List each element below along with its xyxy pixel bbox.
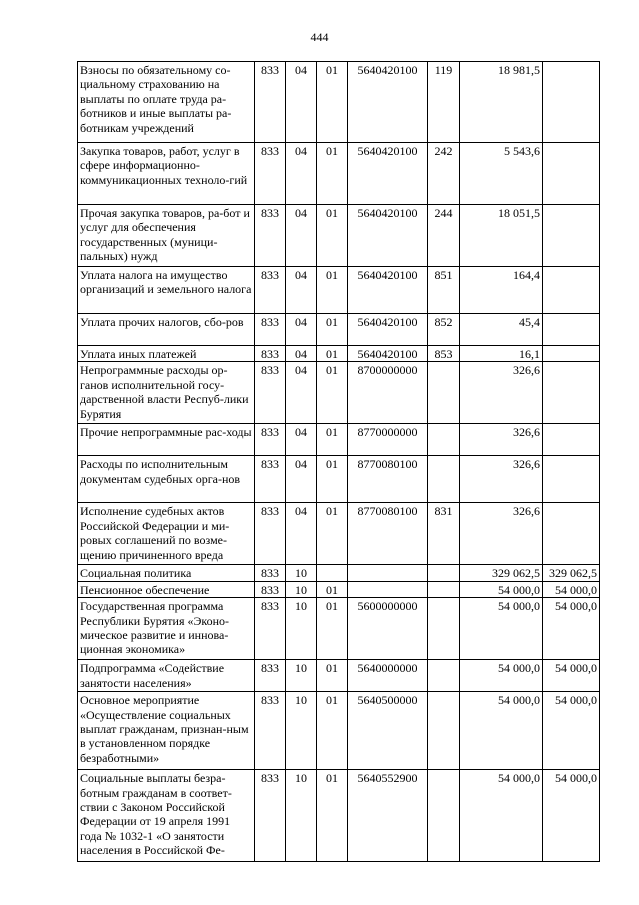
subsection-code-cell: [317, 565, 348, 581]
target-article-cell: 5640420100: [348, 267, 428, 314]
subsection-code-cell: 01: [317, 503, 348, 565]
item-name-cell: Подпрограмма «Содействие занятости населения»: [78, 660, 255, 692]
item-name-cell: Государственная программа Республики Бурятия «Эконо-мическое развитие и иннова-ционная экономика»: [78, 598, 255, 660]
amount-cell: 54 000,0: [460, 692, 543, 770]
expense-type-cell: [428, 660, 460, 692]
grbs-code-cell: 833: [255, 424, 286, 456]
section-code-cell: 10: [286, 692, 317, 770]
subsection-code-cell: 01: [317, 362, 348, 424]
budget-table: [77, 61, 600, 862]
amount-secondary-cell: [543, 346, 600, 362]
item-name-cell: Прочая закупка товаров, ра-бот и услуг для обеспечения государственных (муници-пальных) нужд: [78, 205, 255, 267]
amount-secondary-cell: 54 000,0: [543, 598, 600, 660]
amount-secondary-cell: [543, 503, 600, 565]
amount-cell: 54 000,0: [460, 581, 543, 597]
expense-type-cell: [428, 770, 460, 862]
grbs-code-cell: 833: [255, 267, 286, 314]
amount-secondary-cell: 329 062,5: [543, 565, 600, 581]
subsection-code-cell: 01: [317, 456, 348, 503]
subsection-code-cell: 01: [317, 143, 348, 205]
item-name-cell: Непрограммные расходы ор-ганов исполнительной госу-дарственной власти Респуб-лики Бурятия: [78, 362, 255, 424]
target-article-cell: [348, 581, 428, 597]
item-name-cell: Уплата налога на имущество организаций и земельного налога: [78, 267, 255, 314]
grbs-code-cell: 833: [255, 598, 286, 660]
grbs-code-cell: 833: [255, 503, 286, 565]
target-article-cell: 5640420100: [348, 346, 428, 362]
table-row: [78, 362, 600, 424]
subsection-code-cell: 01: [317, 424, 348, 456]
target-article-cell: 5640420100: [348, 143, 428, 205]
item-name-cell: Расходы по исполнительным документам судебных орга-нов: [78, 456, 255, 503]
amount-secondary-cell: 54 000,0: [543, 770, 600, 862]
amount-secondary-cell: [543, 362, 600, 424]
table-row: [78, 660, 600, 692]
subsection-code-cell: 01: [317, 314, 348, 346]
target-article-cell: 5640000000: [348, 660, 428, 692]
amount-cell: 54 000,0: [460, 770, 543, 862]
subsection-code-cell: 01: [317, 267, 348, 314]
table-row: [78, 62, 600, 143]
amount-cell: 329 062,5: [460, 565, 543, 581]
amount-cell: 54 000,0: [460, 660, 543, 692]
grbs-code-cell: 833: [255, 565, 286, 581]
grbs-code-cell: 833: [255, 770, 286, 862]
table-row: [78, 565, 600, 581]
expense-type-cell: 852: [428, 314, 460, 346]
target-article-cell: 8770080100: [348, 456, 428, 503]
section-code-cell: 10: [286, 770, 317, 862]
expense-type-cell: [428, 598, 460, 660]
table-row: [78, 598, 600, 660]
expense-type-cell: [428, 565, 460, 581]
expense-type-cell: 242: [428, 143, 460, 205]
expense-type-cell: [428, 692, 460, 770]
subsection-code-cell: 01: [317, 581, 348, 597]
table-row: [78, 314, 600, 346]
table-row: [78, 424, 600, 456]
amount-cell: 326,6: [460, 362, 543, 424]
amount-cell: 18 051,5: [460, 205, 543, 267]
section-code-cell: 04: [286, 503, 317, 565]
amount-secondary-cell: 54 000,0: [543, 660, 600, 692]
subsection-code-cell: 01: [317, 770, 348, 862]
section-code-cell: 04: [286, 346, 317, 362]
table-row: [78, 205, 600, 267]
section-code-cell: 04: [286, 314, 317, 346]
target-article-cell: [348, 565, 428, 581]
section-code-cell: 10: [286, 581, 317, 597]
table-row: [78, 143, 600, 205]
target-article-cell: 5640420100: [348, 314, 428, 346]
expense-type-cell: 831: [428, 503, 460, 565]
item-name-cell: Исполнение судебных актов Российской Федерации и ми-ровых соглашений по возме-щению причиненного вреда: [78, 503, 255, 565]
amount-cell: 5 543,6: [460, 143, 543, 205]
subsection-code-cell: 01: [317, 346, 348, 362]
section-code-cell: 10: [286, 660, 317, 692]
section-code-cell: 10: [286, 598, 317, 660]
section-code-cell: 04: [286, 205, 317, 267]
amount-cell: 45,4: [460, 314, 543, 346]
grbs-code-cell: 833: [255, 314, 286, 346]
grbs-code-cell: 833: [255, 456, 286, 503]
page-number: 444: [310, 30, 329, 44]
amount-cell: 326,6: [460, 424, 543, 456]
section-code-cell: 04: [286, 362, 317, 424]
item-name-cell: Уплата иных платежей: [78, 346, 255, 362]
table-row: [78, 770, 600, 862]
table-row: [78, 267, 600, 314]
expense-type-cell: [428, 424, 460, 456]
amount-secondary-cell: [543, 314, 600, 346]
item-name-cell: Взносы по обязательному со-циальному страхованию на выплаты по оплате труда ра-ботников и иные выплаты ра-ботникам учреждений: [78, 62, 255, 143]
item-name-cell: Прочие непрограммные рас-ходы: [78, 424, 255, 456]
table-row: [78, 503, 600, 565]
amount-secondary-cell: [543, 62, 600, 143]
amount-secondary-cell: [543, 143, 600, 205]
section-code-cell: 04: [286, 143, 317, 205]
amount-secondary-cell: 54 000,0: [543, 581, 600, 597]
amount-cell: 54 000,0: [460, 598, 543, 660]
grbs-code-cell: 833: [255, 346, 286, 362]
subsection-code-cell: 01: [317, 692, 348, 770]
expense-type-cell: 853: [428, 346, 460, 362]
amount-cell: 16,1: [460, 346, 543, 362]
item-name-cell: Пенсионное обеспечение: [78, 581, 255, 597]
target-article-cell: 8700000000: [348, 362, 428, 424]
target-article-cell: 5640500000: [348, 692, 428, 770]
subsection-code-cell: 01: [317, 205, 348, 267]
subsection-code-cell: 01: [317, 660, 348, 692]
amount-cell: 164,4: [460, 267, 543, 314]
section-code-cell: 04: [286, 456, 317, 503]
grbs-code-cell: 833: [255, 143, 286, 205]
amount-secondary-cell: [543, 456, 600, 503]
grbs-code-cell: 833: [255, 692, 286, 770]
section-code-cell: 04: [286, 424, 317, 456]
amount-cell: 326,6: [460, 456, 543, 503]
table-row: [78, 581, 600, 597]
item-name-cell: Социальная политика: [78, 565, 255, 581]
item-name-cell: Социальные выплаты безра-ботным гражданам в соответ-ствии с Законом Российской Федерации от 19 апреля 1991 года № 1032-1 «О занятости населения в Российской Фе-: [78, 770, 255, 862]
amount-secondary-cell: 54 000,0: [543, 692, 600, 770]
grbs-code-cell: 833: [255, 62, 286, 143]
amount-secondary-cell: [543, 205, 600, 267]
target-article-cell: 5640420100: [348, 62, 428, 143]
expense-type-cell: 119: [428, 62, 460, 143]
expense-type-cell: 851: [428, 267, 460, 314]
expense-type-cell: 244: [428, 205, 460, 267]
target-article-cell: 5640552900: [348, 770, 428, 862]
expense-type-cell: [428, 362, 460, 424]
target-article-cell: 5600000000: [348, 598, 428, 660]
amount-cell: 326,6: [460, 503, 543, 565]
subsection-code-cell: 01: [317, 62, 348, 143]
section-code-cell: 04: [286, 62, 317, 143]
target-article-cell: 8770080100: [348, 503, 428, 565]
target-article-cell: 5640420100: [348, 205, 428, 267]
item-name-cell: Основное мероприятие «Осуществление социальных выплат гражданам, признан-ным в установленном порядке безработными»: [78, 692, 255, 770]
subsection-code-cell: 01: [317, 598, 348, 660]
table-row: [78, 692, 600, 770]
section-code-cell: 04: [286, 267, 317, 314]
grbs-code-cell: 833: [255, 660, 286, 692]
grbs-code-cell: 833: [255, 362, 286, 424]
table-row: [78, 456, 600, 503]
amount-secondary-cell: [543, 267, 600, 314]
target-article-cell: 8770000000: [348, 424, 428, 456]
grbs-code-cell: 833: [255, 205, 286, 267]
section-code-cell: 10: [286, 565, 317, 581]
expense-type-cell: [428, 456, 460, 503]
amount-cell: 18 981,5: [460, 62, 543, 143]
expense-type-cell: [428, 581, 460, 597]
item-name-cell: Закупка товаров, работ, услуг в сфере информационно-коммуникационных техноло-гий: [78, 143, 255, 205]
amount-secondary-cell: [543, 424, 600, 456]
grbs-code-cell: 833: [255, 581, 286, 597]
item-name-cell: Уплата прочих налогов, сбо-ров: [78, 314, 255, 346]
table-row: [78, 346, 600, 362]
